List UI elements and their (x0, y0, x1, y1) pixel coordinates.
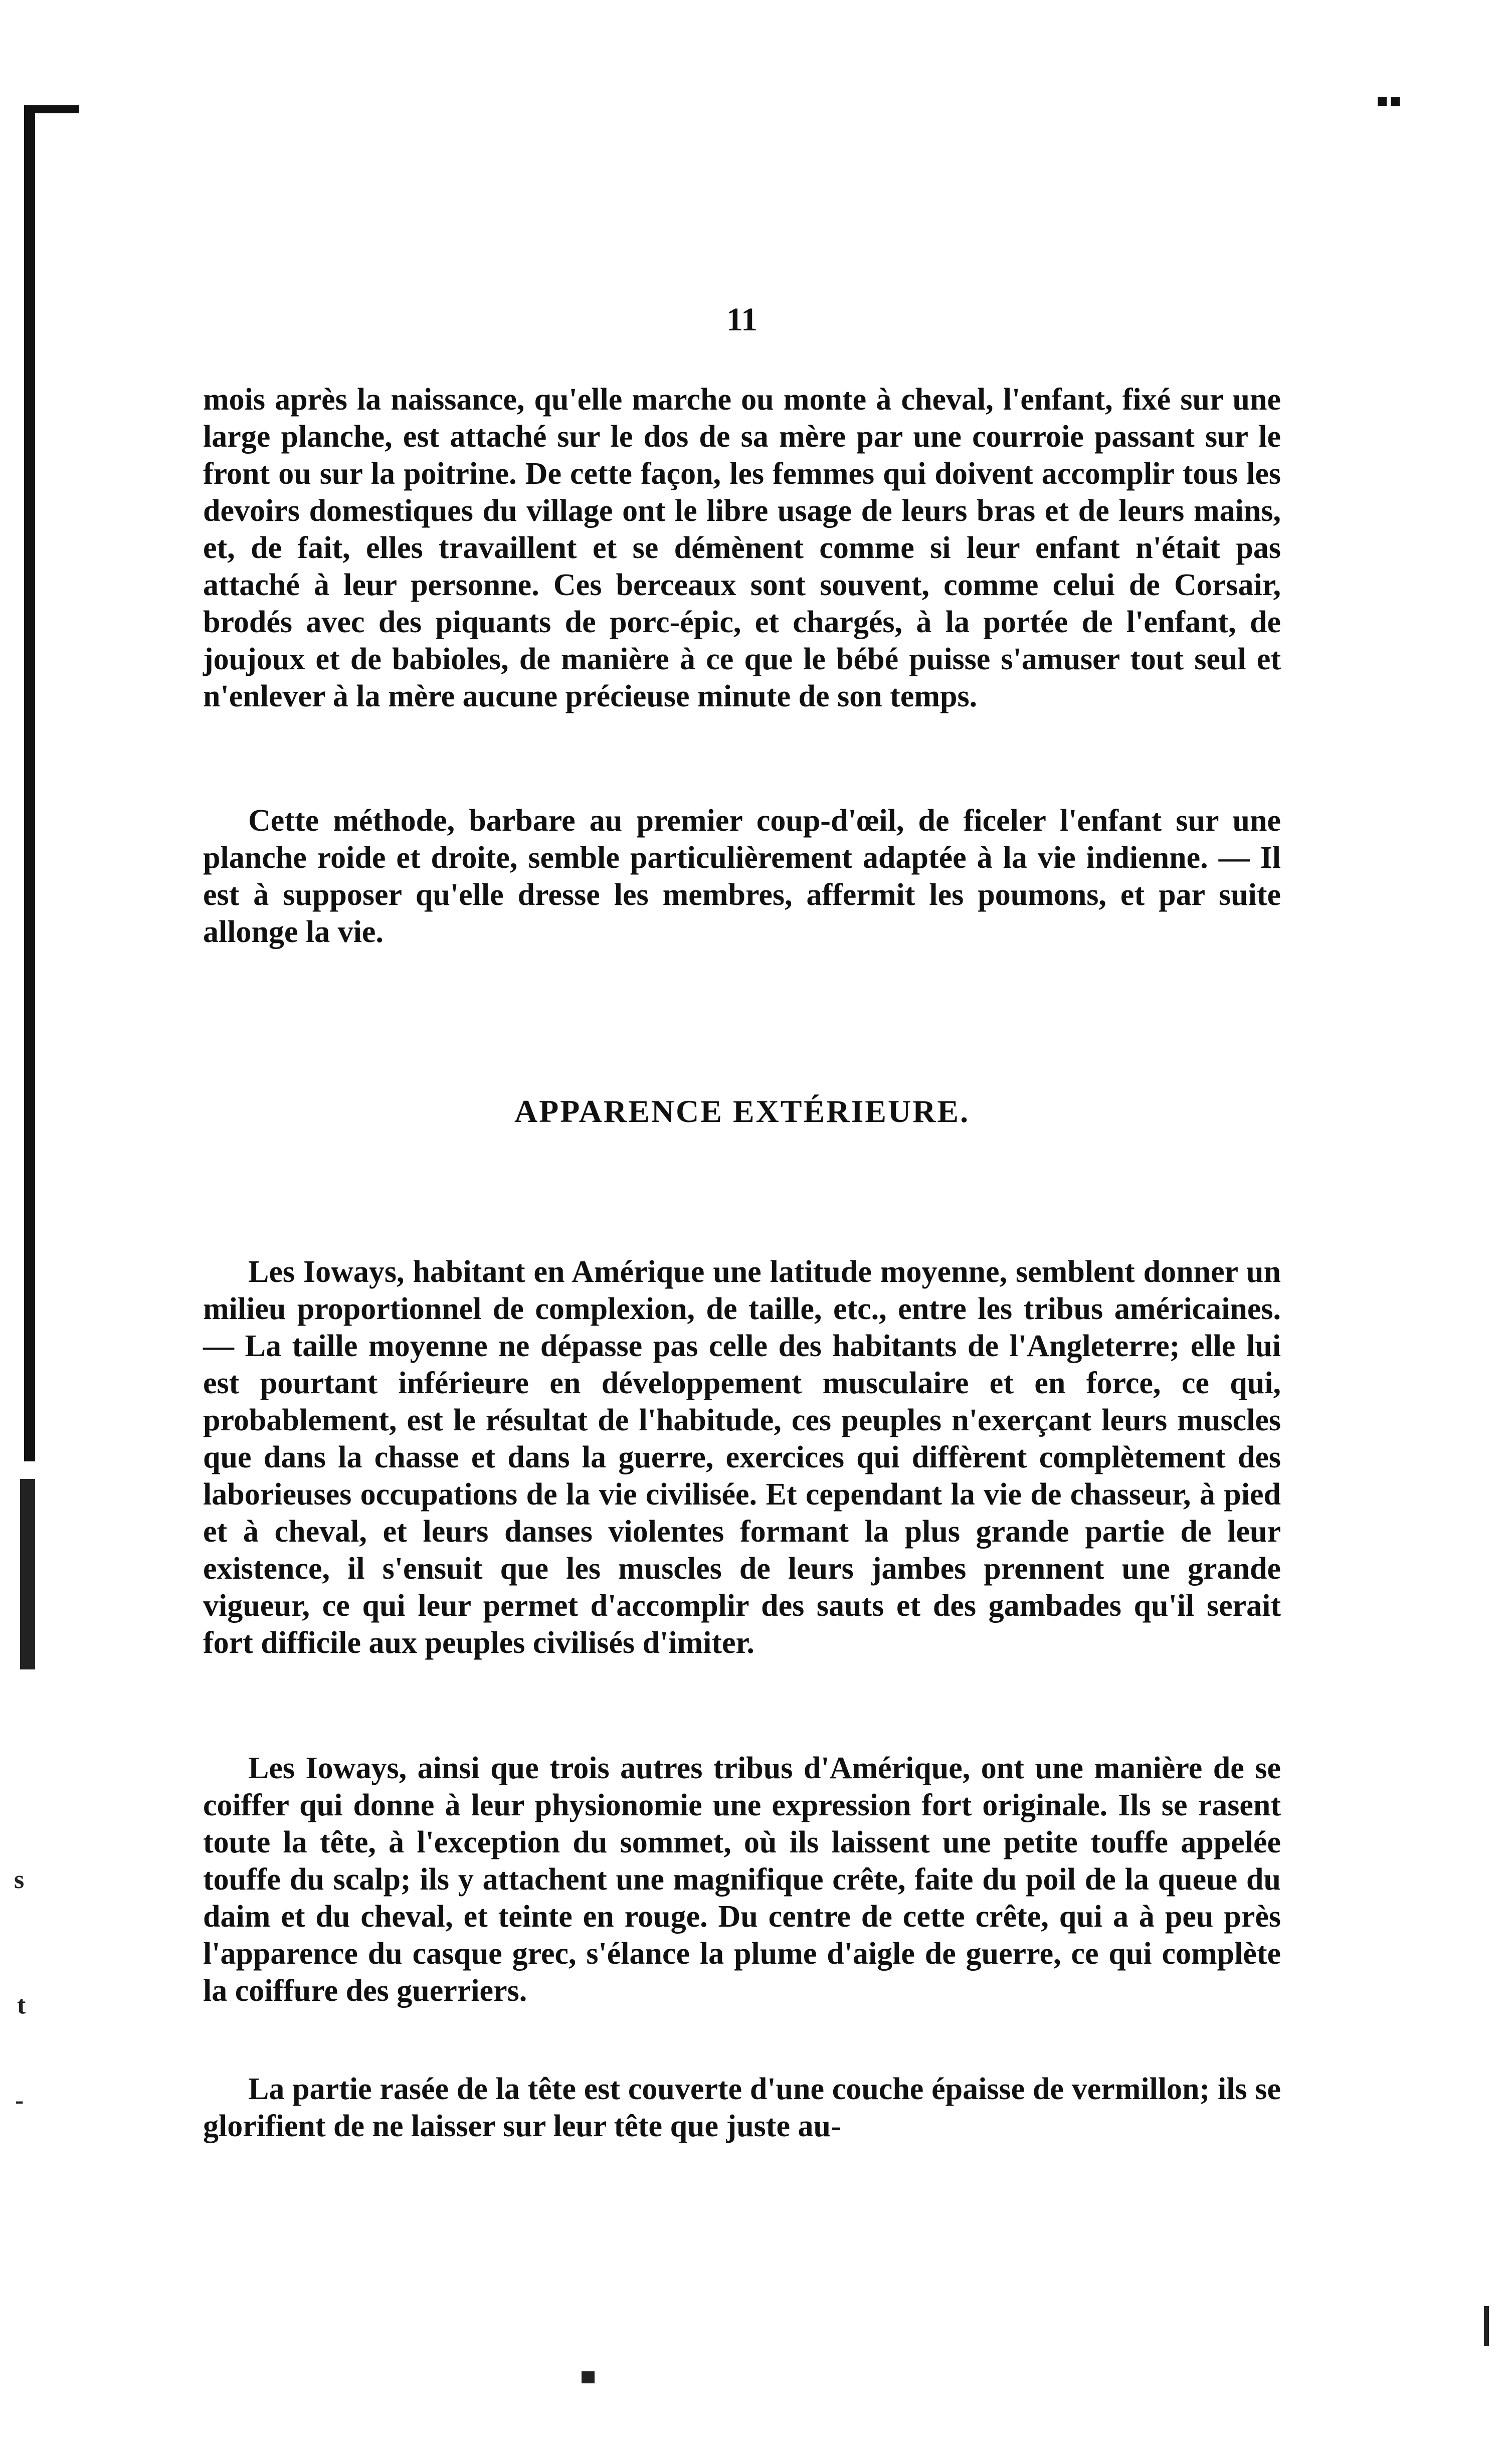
paragraph-text: La partie rasée de la tête est couverte d'une couche épaisse de vermillon; ils se glorifient de ne laisser sur leur tête que juste au- (203, 2072, 1281, 2143)
scan-speck (582, 2371, 595, 2383)
paragraph-ioways-stature (203, 1253, 1281, 1661)
section-heading: APPARENCE EXTÉRIEURE. (514, 1093, 970, 1129)
corner-mark: ▪▪ (1376, 90, 1403, 111)
margin-mark: s (14, 1865, 25, 1894)
page-number: 11 (726, 301, 758, 338)
paragraph-continuation (203, 381, 1281, 715)
paragraph-vermillon (203, 2071, 1281, 2145)
paragraph-text: Les Ioways, ainsi que trois autres tribus d'Amérique, ont une manière de se coiffer qui donne à leur physionomie une expression fort originale. Ils se rasent toute la tête, à l'exception du sommet, où ils laissent une petite touffe appelée touffe du scalp; ils y attachent une magnifique crête, faite du poil de la queue du daim et du cheval, et teinte en rouge. Du centre de cette crête, qui a à peu près l'apparence du casque grec, s'élance la plume d'aigle de guerre, ce qui complète la coiffure des guerriers. (203, 1751, 1281, 2008)
scan-edge-bar (24, 108, 35, 1461)
margin-mark: t (17, 1991, 26, 2019)
scan-speck (1484, 2306, 1489, 2346)
paragraph-text: Les Ioways, habitant en Amérique une latitude moyenne, semblent donner un milieu proportionnel de complexion, de taille, etc., entre les tribus américaines. — La taille moyenne ne dépasse pas celle des habitants de l'Angleterre; elle lui est pourtant inférieure en développement musculaire et en force, ce qui, probablement, est le résultat de l'habitude, ces peuples n'exerçant leurs muscles que dans la chasse et dans la guerre, exercices qui diffèrent complètement des laborieuses occupations de la vie civilisée. Et cependant la vie de chasseur, à pied et à cheval, et leurs danses violentes formant la plus grande partie de leur existence, il s'ensuit que les muscles de leurs jambes prennent une grande vigueur, ce qui leur permet d'accomplir des sauts et des gambades qu'il serait fort difficile aux peuples civilisés d'imiter. (203, 1255, 1281, 1660)
paragraph-ioways-hair (203, 1750, 1281, 2009)
scan-speck (20, 1479, 35, 1669)
paragraph-text: Cette méthode, barbare au premier coup-d'œil, de ficeler l'enfant sur une planche roide et droite, semble particulièrement adaptée à la vie indienne. — Il est à supposer qu'elle dresse les membres, affermit les poumons, et par suite allonge la vie. (203, 804, 1281, 949)
margin-mark: - (15, 2086, 24, 2115)
paragraph-method (203, 802, 1281, 951)
paragraph-text: mois après la naissance, qu'elle marche ou monte à cheval, l'enfant, fixé sur une large planche, est attaché sur le dos de sa mère par une courroie passant sur le front ou sur la poitrine. De cette façon, les femmes qui doivent accomplir tous les devoirs domestiques du village ont le libre usage de leurs bras et de leurs mains, et, de fait, elles travaillent et se démènent comme si leur enfant n'était pas attaché à leur personne. Ces berceaux sont souvent, comme celui de Corsair, brodés avec des piquants de porc-épic, et chargés, à la portée de l'enfant, de joujoux et de babioles, de manière à ce que le bébé puisse s'amuser tout seul et n'enlever à la mère aucune précieuse minute de son temps. (203, 383, 1281, 713)
